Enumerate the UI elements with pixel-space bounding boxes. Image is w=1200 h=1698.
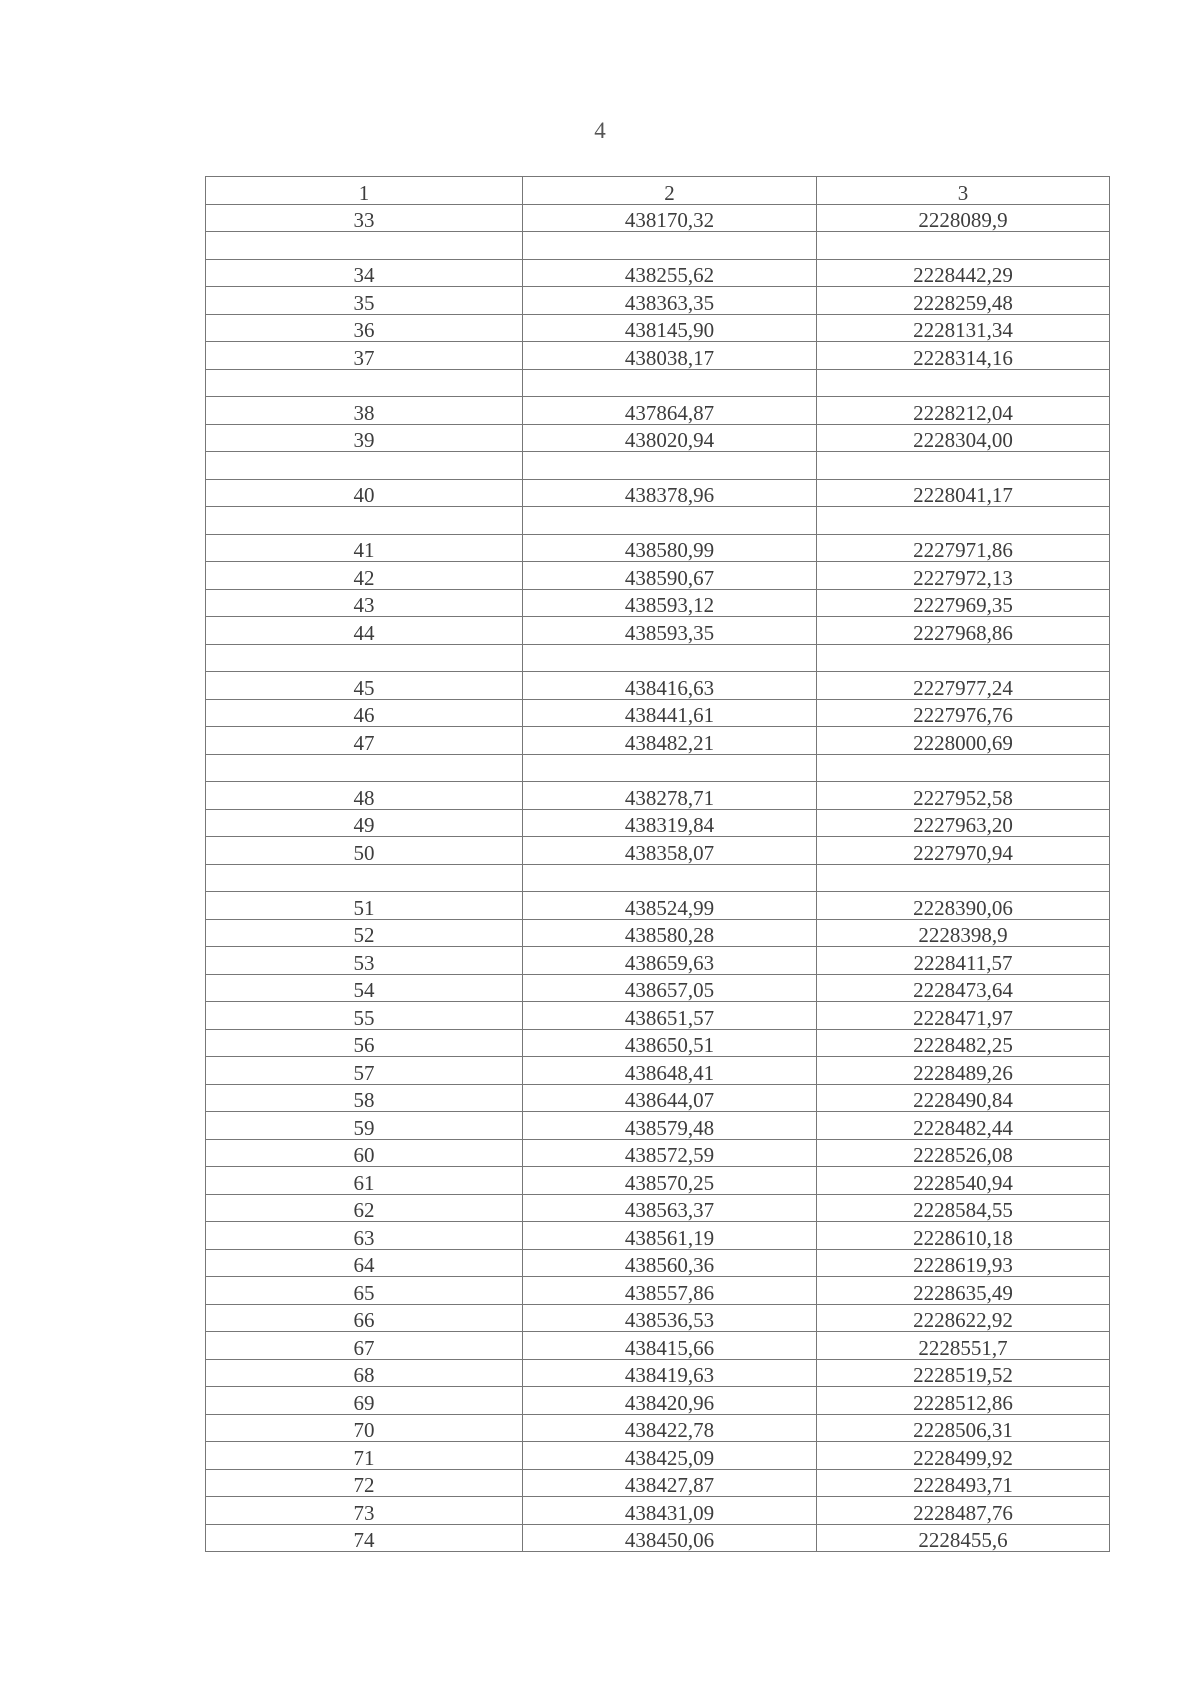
coordinate-y-cell: 2228482,25 [817, 1029, 1110, 1057]
table-spacer-row [206, 369, 1110, 397]
table-row [206, 1497, 1110, 1525]
coordinate-y-cell: 2228506,31 [817, 1414, 1110, 1442]
point-number-cell: 53 [206, 947, 523, 975]
coordinate-y-cell: 2228493,71 [817, 1469, 1110, 1497]
table-row [206, 727, 1110, 755]
point-number-cell: 47 [206, 727, 523, 755]
header-cell-col-1: 1 [206, 177, 523, 205]
coordinate-x-cell: 438659,63 [523, 947, 817, 975]
point-number-cell: 57 [206, 1057, 523, 1085]
coordinate-y-cell: 2228411,57 [817, 947, 1110, 975]
coordinate-y-cell: 2228212,04 [817, 397, 1110, 425]
table-row [206, 1112, 1110, 1140]
point-number-cell: 71 [206, 1442, 523, 1470]
coordinate-x-cell: 438580,28 [523, 919, 817, 947]
point-number-cell: 69 [206, 1387, 523, 1415]
table-row [206, 1332, 1110, 1360]
table-row [206, 617, 1110, 645]
point-number-cell: 74 [206, 1524, 523, 1552]
coordinate-y-cell: 2228455,6 [817, 1524, 1110, 1552]
coordinate-x-cell: 438416,63 [523, 672, 817, 700]
coordinate-y-cell: 2228551,7 [817, 1332, 1110, 1360]
coordinate-x-cell: 438570,25 [523, 1167, 817, 1195]
table-row [206, 809, 1110, 837]
coordinate-x-cell: 438255,62 [523, 259, 817, 287]
table-row [206, 1387, 1110, 1415]
point-number-cell: 37 [206, 342, 523, 370]
coordinate-x-cell: 438557,86 [523, 1277, 817, 1305]
table-row [206, 589, 1110, 617]
header-cell-col-3: 3 [817, 177, 1110, 205]
coordinate-y-cell: 2228622,92 [817, 1304, 1110, 1332]
table-row [206, 782, 1110, 810]
table-row [206, 1442, 1110, 1470]
coordinate-y-cell: 2228041,17 [817, 479, 1110, 507]
coordinate-x-cell [523, 864, 817, 892]
coordinate-x-cell: 438524,99 [523, 892, 817, 920]
table-row [206, 974, 1110, 1002]
coordinate-y-cell: 2227972,13 [817, 562, 1110, 590]
table-header-row [206, 177, 1110, 205]
point-number-cell: 73 [206, 1497, 523, 1525]
coordinate-y-cell [817, 452, 1110, 480]
coordinate-x-cell: 438561,19 [523, 1222, 817, 1250]
table-row [206, 1277, 1110, 1305]
point-number-cell: 56 [206, 1029, 523, 1057]
coordinate-x-cell: 438657,05 [523, 974, 817, 1002]
coordinate-y-cell: 2228487,76 [817, 1497, 1110, 1525]
point-number-cell: 63 [206, 1222, 523, 1250]
point-number-cell: 35 [206, 287, 523, 315]
coordinate-y-cell: 2228259,48 [817, 287, 1110, 315]
table-row [206, 1139, 1110, 1167]
coordinate-y-cell: 2227976,76 [817, 699, 1110, 727]
coordinate-x-cell: 438441,61 [523, 699, 817, 727]
coordinate-y-cell: 2228610,18 [817, 1222, 1110, 1250]
coordinate-x-cell: 438593,12 [523, 589, 817, 617]
coordinate-y-cell: 2227970,94 [817, 837, 1110, 865]
coordinate-x-cell: 438378,96 [523, 479, 817, 507]
table-row [206, 479, 1110, 507]
coordinate-y-cell: 2228390,06 [817, 892, 1110, 920]
coordinate-x-cell: 438419,63 [523, 1359, 817, 1387]
coordinate-x-cell: 438431,09 [523, 1497, 817, 1525]
table-row [206, 1524, 1110, 1552]
table-row [206, 314, 1110, 342]
coordinate-y-cell: 2228490,84 [817, 1084, 1110, 1112]
point-number-cell: 34 [206, 259, 523, 287]
point-number-cell: 51 [206, 892, 523, 920]
table-row [206, 534, 1110, 562]
coordinate-x-cell: 438482,21 [523, 727, 817, 755]
coordinate-x-cell: 438427,87 [523, 1469, 817, 1497]
point-number-cell: 55 [206, 1002, 523, 1030]
point-number-cell [206, 754, 523, 782]
coordinate-y-cell [817, 232, 1110, 260]
coordinate-y-cell: 2227977,24 [817, 672, 1110, 700]
coordinate-y-cell: 2228526,08 [817, 1139, 1110, 1167]
page-number: 4 [594, 118, 606, 143]
point-number-cell: 38 [206, 397, 523, 425]
coordinate-x-cell: 438020,94 [523, 424, 817, 452]
table-spacer-row [206, 507, 1110, 535]
point-number-cell: 54 [206, 974, 523, 1002]
table-row [206, 1057, 1110, 1085]
coordinate-y-cell: 2228442,29 [817, 259, 1110, 287]
point-number-cell: 61 [206, 1167, 523, 1195]
coordinate-y-cell [817, 507, 1110, 535]
point-number-cell: 59 [206, 1112, 523, 1140]
coordinate-y-cell: 2228131,34 [817, 314, 1110, 342]
coordinate-x-cell [523, 452, 817, 480]
coordinate-y-cell: 2228512,86 [817, 1387, 1110, 1415]
coordinate-x-cell: 438358,07 [523, 837, 817, 865]
table-row [206, 259, 1110, 287]
table-row [206, 699, 1110, 727]
table-spacer-row [206, 452, 1110, 480]
coordinate-x-cell: 438038,17 [523, 342, 817, 370]
point-number-cell: 64 [206, 1249, 523, 1277]
coordinate-x-cell: 438651,57 [523, 1002, 817, 1030]
coordinate-y-cell [817, 864, 1110, 892]
coordinate-y-cell: 2228619,93 [817, 1249, 1110, 1277]
table-spacer-row [206, 232, 1110, 260]
table-row [206, 204, 1110, 232]
coordinate-x-cell: 438644,07 [523, 1084, 817, 1112]
coordinate-y-cell: 2228471,97 [817, 1002, 1110, 1030]
table-row [206, 1084, 1110, 1112]
table-row [206, 397, 1110, 425]
table-row [206, 1029, 1110, 1057]
coordinate-y-cell: 2228519,52 [817, 1359, 1110, 1387]
coordinate-y-cell: 2228489,26 [817, 1057, 1110, 1085]
coordinate-x-cell: 438278,71 [523, 782, 817, 810]
point-number-cell: 46 [206, 699, 523, 727]
coordinate-x-cell: 438319,84 [523, 809, 817, 837]
coordinate-x-cell: 438572,59 [523, 1139, 817, 1167]
coordinate-x-cell: 437864,87 [523, 397, 817, 425]
point-number-cell [206, 644, 523, 672]
coordinate-x-cell: 438415,66 [523, 1332, 817, 1360]
point-number-cell: 58 [206, 1084, 523, 1112]
table-row [206, 947, 1110, 975]
coordinate-y-cell [817, 754, 1110, 782]
coordinate-x-cell: 438560,36 [523, 1249, 817, 1277]
coordinate-x-cell [523, 754, 817, 782]
coordinate-x-cell: 438580,99 [523, 534, 817, 562]
table-row [206, 1304, 1110, 1332]
coordinates-table [205, 176, 1110, 1552]
coordinate-x-cell: 438422,78 [523, 1414, 817, 1442]
coordinate-y-cell: 2228398,9 [817, 919, 1110, 947]
table-spacer-row [206, 864, 1110, 892]
point-number-cell: 45 [206, 672, 523, 700]
table-row [206, 1249, 1110, 1277]
point-number-cell: 49 [206, 809, 523, 837]
coordinate-x-cell: 438536,53 [523, 1304, 817, 1332]
coordinate-y-cell: 2227968,86 [817, 617, 1110, 645]
point-number-cell: 50 [206, 837, 523, 865]
coordinate-y-cell: 2227971,86 [817, 534, 1110, 562]
point-number-cell: 39 [206, 424, 523, 452]
coordinate-x-cell: 438579,48 [523, 1112, 817, 1140]
coordinate-y-cell: 2228473,64 [817, 974, 1110, 1002]
point-number-cell: 42 [206, 562, 523, 590]
coordinate-y-cell: 2228000,69 [817, 727, 1110, 755]
table-row [206, 1222, 1110, 1250]
coordinate-y-cell [817, 644, 1110, 672]
coordinate-y-cell: 2227969,35 [817, 589, 1110, 617]
table-row [206, 424, 1110, 452]
point-number-cell: 44 [206, 617, 523, 645]
coordinate-y-cell: 2228635,49 [817, 1277, 1110, 1305]
point-number-cell [206, 369, 523, 397]
point-number-cell: 33 [206, 204, 523, 232]
coordinate-x-cell: 438170,32 [523, 204, 817, 232]
coordinate-x-cell: 438420,96 [523, 1387, 817, 1415]
table-row [206, 562, 1110, 590]
point-number-cell: 68 [206, 1359, 523, 1387]
coordinate-y-cell: 2228314,16 [817, 342, 1110, 370]
coordinate-y-cell: 2228089,9 [817, 204, 1110, 232]
point-number-cell: 70 [206, 1414, 523, 1442]
coordinate-x-cell: 438145,90 [523, 314, 817, 342]
coordinate-y-cell [817, 369, 1110, 397]
table-row [206, 287, 1110, 315]
coordinate-x-cell: 438593,35 [523, 617, 817, 645]
coordinate-x-cell: 438450,06 [523, 1524, 817, 1552]
table-row [206, 1469, 1110, 1497]
coordinate-x-cell: 438648,41 [523, 1057, 817, 1085]
coordinate-x-cell: 438425,09 [523, 1442, 817, 1470]
table-row [206, 919, 1110, 947]
coordinate-y-cell: 2228584,55 [817, 1194, 1110, 1222]
point-number-cell: 67 [206, 1332, 523, 1360]
point-number-cell: 41 [206, 534, 523, 562]
table-row [206, 342, 1110, 370]
table-row [206, 672, 1110, 700]
coordinate-x-cell: 438563,37 [523, 1194, 817, 1222]
coordinate-x-cell: 438650,51 [523, 1029, 817, 1057]
coordinate-x-cell [523, 644, 817, 672]
table-spacer-row [206, 644, 1110, 672]
header-cell-col-2: 2 [523, 177, 817, 205]
coordinate-y-cell: 2227963,20 [817, 809, 1110, 837]
table-row [206, 1194, 1110, 1222]
coordinate-x-cell [523, 369, 817, 397]
coordinate-y-cell: 2228304,00 [817, 424, 1110, 452]
point-number-cell [206, 232, 523, 260]
point-number-cell [206, 452, 523, 480]
table-body [206, 204, 1110, 1552]
coordinate-y-cell: 2228540,94 [817, 1167, 1110, 1195]
point-number-cell: 43 [206, 589, 523, 617]
table-row [206, 1359, 1110, 1387]
table-row [206, 837, 1110, 865]
coordinate-x-cell [523, 232, 817, 260]
table-spacer-row [206, 754, 1110, 782]
coordinate-x-cell: 438363,35 [523, 287, 817, 315]
point-number-cell: 66 [206, 1304, 523, 1332]
point-number-cell: 48 [206, 782, 523, 810]
point-number-cell: 52 [206, 919, 523, 947]
point-number-cell: 72 [206, 1469, 523, 1497]
coordinate-y-cell: 2228499,92 [817, 1442, 1110, 1470]
table-row [206, 1414, 1110, 1442]
table-row [206, 1002, 1110, 1030]
point-number-cell: 60 [206, 1139, 523, 1167]
point-number-cell: 65 [206, 1277, 523, 1305]
coordinate-x-cell: 438590,67 [523, 562, 817, 590]
coordinate-y-cell: 2228482,44 [817, 1112, 1110, 1140]
point-number-cell: 40 [206, 479, 523, 507]
table-row [206, 892, 1110, 920]
coordinate-y-cell: 2227952,58 [817, 782, 1110, 810]
point-number-cell: 36 [206, 314, 523, 342]
point-number-cell [206, 507, 523, 535]
coordinate-x-cell [523, 507, 817, 535]
point-number-cell [206, 864, 523, 892]
table-row [206, 1167, 1110, 1195]
point-number-cell: 62 [206, 1194, 523, 1222]
